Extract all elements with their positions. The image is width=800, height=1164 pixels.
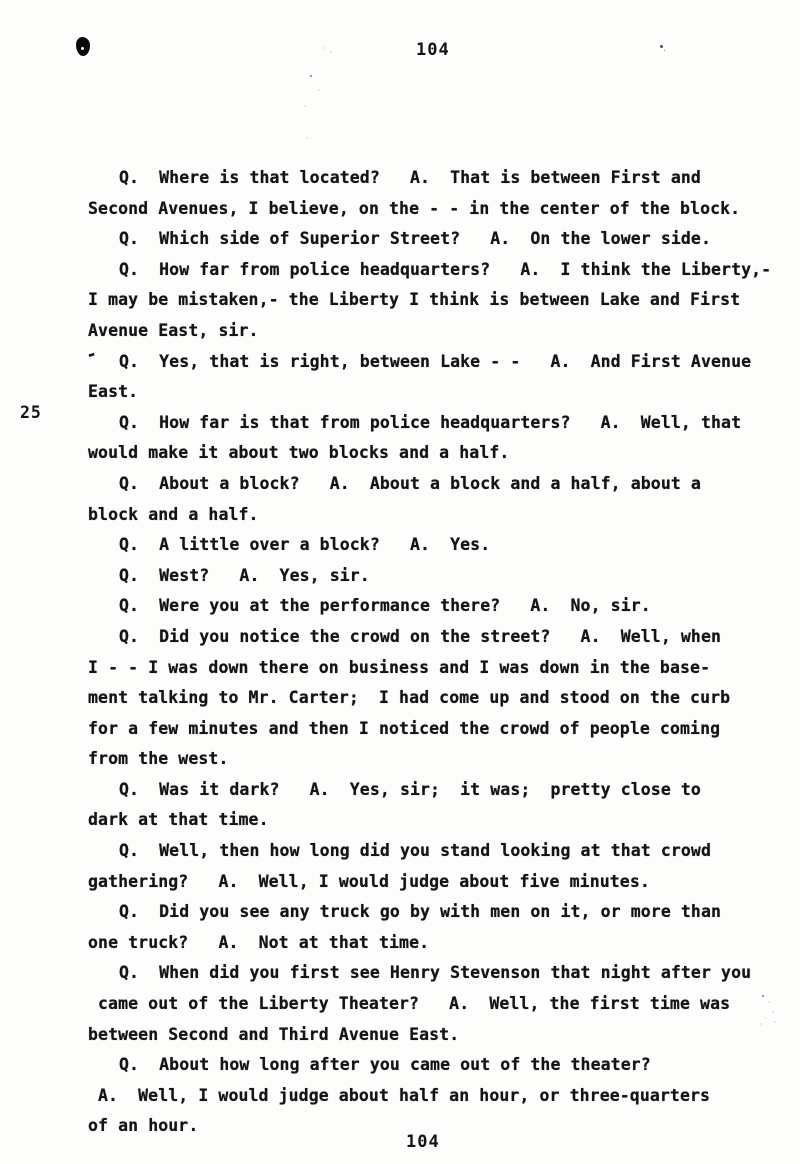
transcript-line: I may be mistaken,- the Liberty I think is between Lake and First xyxy=(88,290,741,310)
page-number-bottom: 104 xyxy=(406,1132,440,1152)
ink-blot xyxy=(76,37,90,56)
transcript-line: gathering? A. Well, I would judge about five minutes. xyxy=(88,871,650,891)
page-number-top: 104 xyxy=(416,40,450,60)
transcript-line: ment talking to Mr. Carter; I had come up and stood on the curb xyxy=(88,688,731,708)
transcript-line: Q. When did you first see Henry Stevenson that night after you xyxy=(119,963,752,983)
transcript-line: Second Avenues, I believe, on the - - in the center of the block. xyxy=(88,198,741,218)
transcript-line: Q. How far from police headquarters? A. I think the Liberty,- xyxy=(119,259,772,279)
transcript-line: would make it about two blocks and a half. xyxy=(88,443,510,463)
transcript-line: Q. Yes, that is right, between Lake - - A. And First Avenue xyxy=(119,351,752,371)
transcript-line: dark at that time. xyxy=(88,810,269,830)
margin-dash-mark: - xyxy=(83,342,101,367)
transcript-line: Q. West? A. Yes, sir. xyxy=(119,565,370,585)
transcript-line: East. xyxy=(88,382,139,402)
transcript-line: A. Well, I would judge about half an hour, or three-quarters xyxy=(98,1085,711,1105)
transcript-line: block and a half. xyxy=(88,504,259,524)
transcript-line: Avenue East, sir. xyxy=(88,320,259,340)
transcript-line: Q. Were you at the performance there? A. No, sir. xyxy=(119,596,651,616)
transcript-line: Q. Did you notice the crowd on the street? A. Well, when xyxy=(119,626,722,646)
ink-speckles xyxy=(660,45,663,48)
transcript-line: from the west. xyxy=(88,749,229,769)
transcript-line: Q. Well, then how long did you stand looking at that crowd xyxy=(119,841,711,861)
transcript-line: one truck? A. Not at that time. xyxy=(88,932,430,952)
transcript-line: Q. Was it dark? A. Yes, sir; it was; pretty close to xyxy=(119,779,701,799)
transcript-line: Q. About a block? A. About a block and a half, about a xyxy=(119,473,701,493)
transcript-line: for a few minutes and then I noticed the crowd of people coming xyxy=(88,718,721,738)
transcript-line: of an hour. xyxy=(88,1116,199,1136)
transcript-line: came out of the Liberty Theater? A. Well, the first time was xyxy=(98,994,731,1014)
transcript-line: Q. Did you see any truck go by with men on it, or more than xyxy=(119,902,722,922)
transcript-line: Q. Where is that located? A. That is between First and xyxy=(119,168,701,187)
transcript-line: Q. A little over a block? A. Yes. xyxy=(119,535,491,555)
transcript-lines xyxy=(88,163,778,1142)
transcript-line: Q. About how long after you came out of the theater? xyxy=(119,1055,651,1075)
transcript-line: I - - I was down there on business and I was down in the base- xyxy=(88,657,711,677)
transcript-line: Q. How far is that from police headquarters? A. Well, that xyxy=(119,412,742,432)
transcript-line: between Second and Third Avenue East. xyxy=(88,1024,460,1044)
ink-speckles xyxy=(310,75,312,77)
transcript-line: Q. Which side of Superior Street? A. On the lower side. xyxy=(119,229,711,249)
margin-line-number: 25 xyxy=(20,403,42,422)
